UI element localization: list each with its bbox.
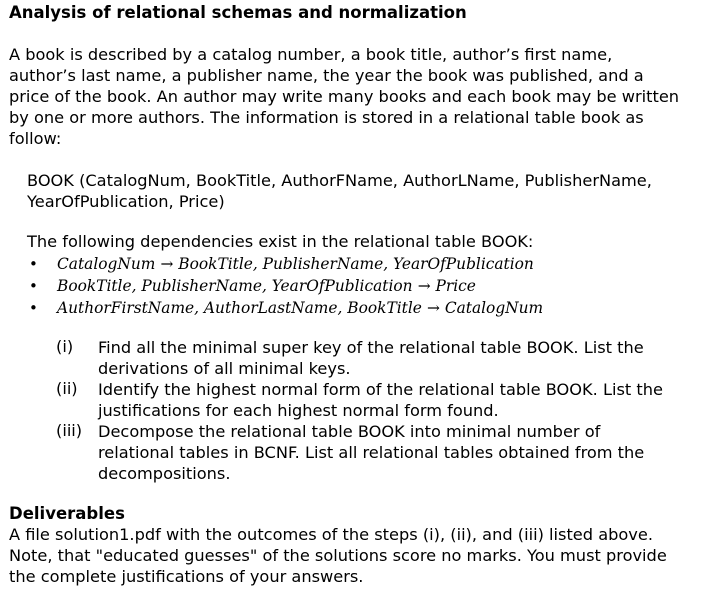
intro-line: by one or more authors. The information is stored in a relational table book as <box>9 108 644 127</box>
task-line: Decompose the relational table BOOK into minimal number of <box>98 422 601 441</box>
dependency-item <box>29 297 543 319</box>
intro-line: price of the book. An author may write many books and each book may be written <box>9 87 680 106</box>
intro-line: A book is described by a catalog number, a book title, author’s first name, <box>9 45 613 64</box>
task-number: (ii) <box>56 379 78 398</box>
bullet-icon: • <box>29 255 38 273</box>
deliverables-line: the complete justifications of your answers. <box>9 567 364 586</box>
dependencies-list <box>29 253 543 319</box>
task-line: relational tables in BCNF. List all relational tables obtained from the <box>98 443 645 462</box>
intro-line: author’s last name, a publisher name, the year the book was published, and a <box>9 66 644 85</box>
deliverables-line: Note, that "educated guesses" of the solutions score no marks. You must provide <box>9 546 667 565</box>
task-line: Identify the highest normal form of the relational table BOOK. List the <box>98 380 663 399</box>
deliverables-line: A file solution1.pdf with the outcomes of the steps (i), (ii), and (iii) listed above. <box>9 525 653 544</box>
bullet-icon: • <box>29 299 38 317</box>
dependency-rhs: CatalogNum <box>444 299 544 317</box>
dependency-rhs: Price <box>435 277 476 295</box>
task-text <box>98 421 644 484</box>
dependency-lhs: AuthorFirstName, AuthorLastName, BookTitle <box>57 299 422 317</box>
task-text <box>98 379 663 421</box>
dependency-item <box>29 275 543 297</box>
arrow-icon: → <box>160 255 179 273</box>
task-line: justifications for each highest normal form found. <box>98 401 499 420</box>
page-heading: Analysis of relational schemas and normalization <box>9 3 467 22</box>
schema-definition <box>27 170 652 212</box>
dependencies-intro: The following dependencies exist in the relational table BOOK: <box>27 232 534 251</box>
schema-line: BOOK (CatalogNum, BookTitle, AuthorFName, AuthorLName, PublisherName, <box>27 171 652 190</box>
deliverables-heading: Deliverables <box>9 504 125 523</box>
intro-paragraph <box>9 44 679 149</box>
arrow-icon: → <box>427 299 445 317</box>
task-line: decompositions. <box>98 464 231 483</box>
arrow-icon: → <box>417 277 436 295</box>
task-line: Find all the minimal super key of the relational table BOOK. List the <box>98 338 644 357</box>
task-line: derivations of all minimal keys. <box>98 359 351 378</box>
dependency-rhs: BookTitle, PublisherName, YearOfPublication <box>178 255 534 273</box>
deliverables-paragraph <box>9 524 667 587</box>
task-number: (i) <box>56 337 74 356</box>
dependency-lhs: BookTitle, PublisherName, YearOfPublication <box>57 277 413 295</box>
dependency-item <box>29 253 543 275</box>
task-text <box>98 337 644 379</box>
task-number: (iii) <box>56 421 83 440</box>
bullet-icon: • <box>29 277 38 295</box>
dependency-lhs: CatalogNum <box>57 255 156 273</box>
intro-line: follow: <box>9 129 62 148</box>
schema-line: YearOfPublication, Price) <box>27 192 225 211</box>
